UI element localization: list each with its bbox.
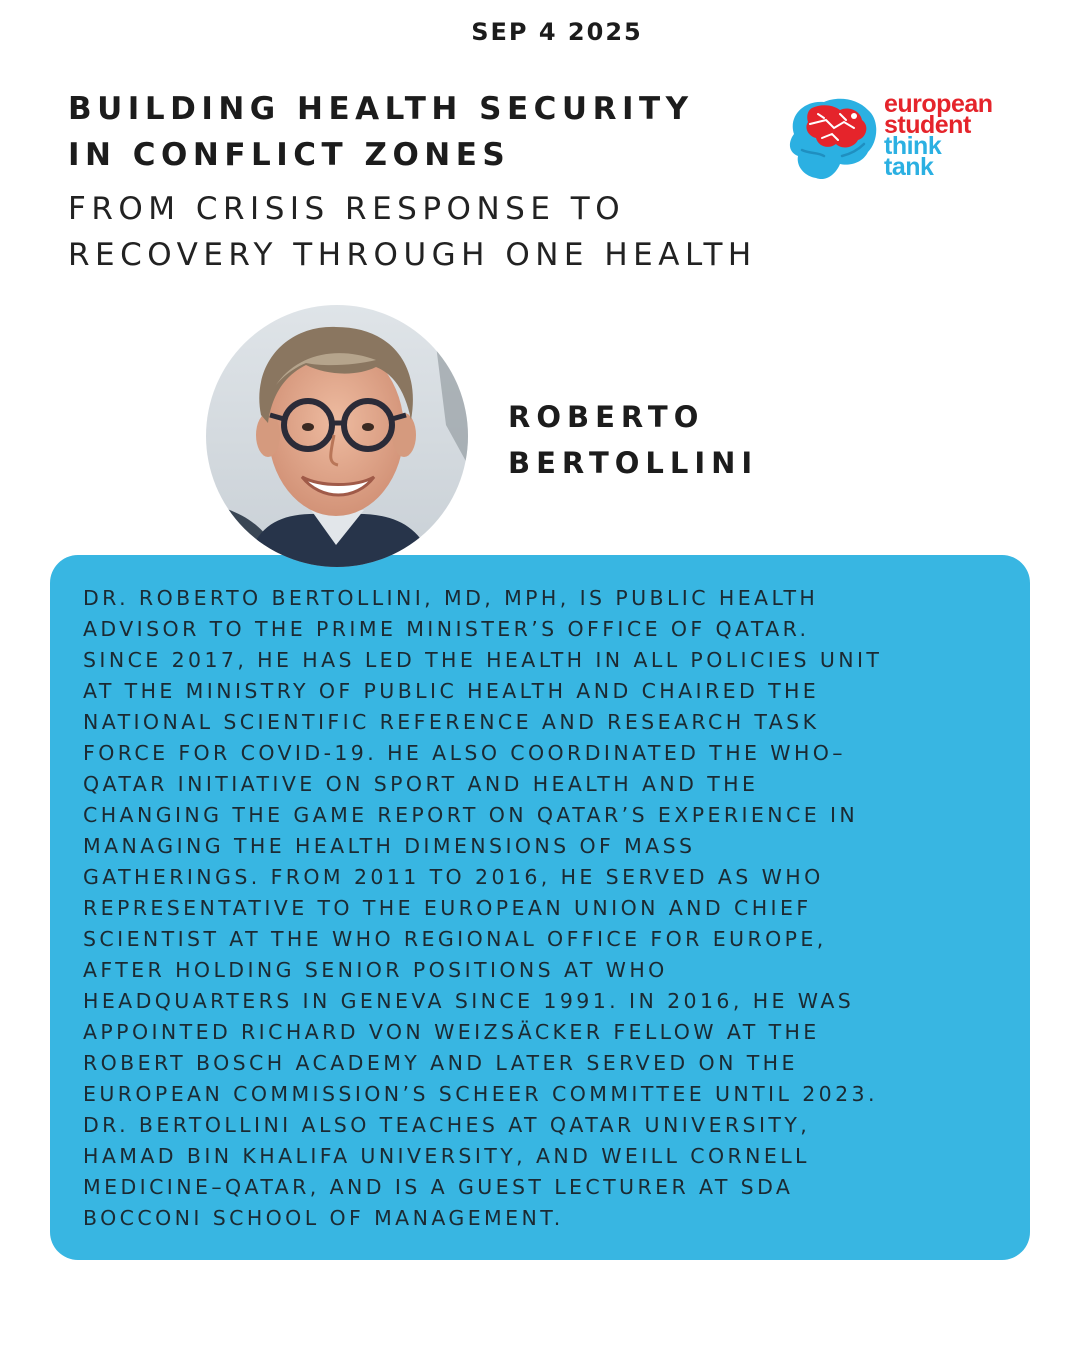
event-date: SEP 4 2025 xyxy=(471,18,643,46)
logo-word: think xyxy=(884,132,942,160)
speaker-name-line: ROBERTO xyxy=(508,400,705,434)
speaker-photo xyxy=(206,305,468,567)
event-title-line: BUILDING HEALTH SECURITY xyxy=(68,91,694,127)
logo-word: student xyxy=(884,111,971,139)
bio-text: DR. ROBERTO BERTOLLINI, MD, MPH, IS PUBLIC HEALTH ADVISOR TO THE PRIME MINISTER’S OFFICE OF QATAR. SINCE 2017, HE HAS LED THE HEALTH IN ALL POLICIES UNIT AT THE MINISTRY OF PUBLIC HEALTH AND CHAIRED THE NATIONAL SCIENTIFIC REFERENCE AND RESEARCH TASK FORCE FOR COVID-19. HE ALSO COORDINATED THE WHO– QATAR INITIATIVE ON SPORT AND HEALTH AND THE CHANGING THE GAME REPORT ON QATAR’S EXPERIENCE IN MANAGING THE HEALTH DIMENSIONS OF MASS GATHERINGS. FROM 2011 TO 2016, HE SERVED AS WHO REPRESENTATIVE TO THE EUROPEAN UNION AND CHIEF SCIENTIST AT THE WHO REGIONAL OFFICE FOR EUROPE, AFTER HOLDING SENIOR POSITIONS AT WHO HEADQUARTERS IN GENEVA SINCE 1991. IN 2016, HE WAS APPOINTED RICHARD VON WEIZSÄCKER FELLOW AT THE ROBERT BOSCH ACADEMY AND LATER SERVED ON THE EUROPEAN COMMISSION’S SCHEER COMMITTEE UNTIL 2023. DR. BERTOLLINI ALSO TEACHES AT QATAR UNIVERSITY, HAMAD BIN KHALIFA UNIVERSITY, AND WEILL CORNELL MEDICINE–QATAR, AND IS A GUEST LECTURER AT SDA BOCCONI SCHOOL OF MANAGEMENT. xyxy=(83,586,883,1230)
speaker-name xyxy=(508,394,758,486)
speaker-name-line: BERTOLLINI xyxy=(508,446,759,480)
event-subtitle xyxy=(68,186,757,278)
event-subtitle-line: RECOVERY THROUGH ONE HEALTH xyxy=(68,237,757,273)
event-title xyxy=(68,86,694,178)
organization-logo xyxy=(782,90,1022,186)
logo-word: tank xyxy=(884,153,934,181)
logo-wordmark xyxy=(884,90,993,181)
bio-panel xyxy=(50,555,1030,1260)
logo-word: european xyxy=(884,90,993,118)
event-title-line: IN CONFLICT ZONES xyxy=(68,137,511,173)
event-subtitle-line: FROM CRISIS RESPONSE TO xyxy=(68,191,626,227)
brain-map-icon xyxy=(782,94,882,184)
